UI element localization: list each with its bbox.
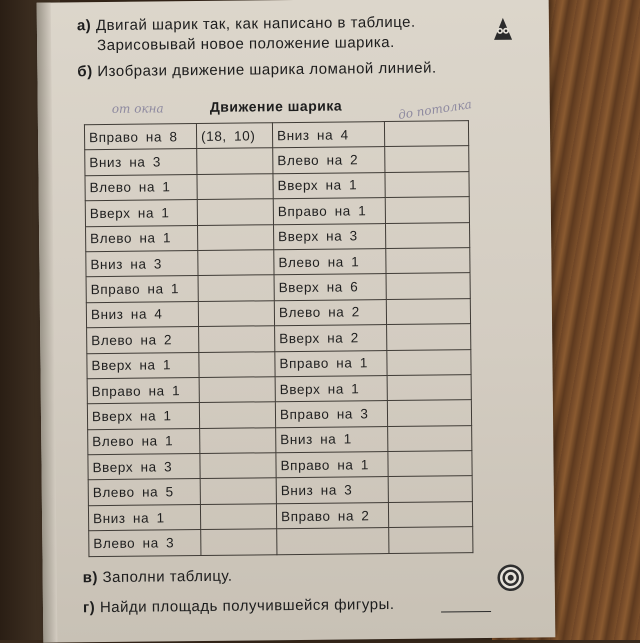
move-instruction-cell: Влево на 2 [274,299,386,326]
move-instruction-cell: Вправо на 1 [275,350,387,377]
move-instruction-cell: Влево на 1 [86,225,198,252]
coordinate-cell[interactable] [386,298,470,324]
coordinate-cell[interactable] [388,425,472,451]
coordinate-cell[interactable] [199,402,275,428]
handwritten-note-right: до потолка [397,97,473,123]
move-instruction-cell: Вверх на 3 [273,223,385,250]
coordinate-cell[interactable] [385,197,469,223]
move-instruction-cell: Вправо на 1 [86,276,198,303]
coordinate-cell[interactable] [197,199,273,225]
move-instruction-cell: Вправо на 8 [84,124,196,151]
instruction-b [77,59,436,83]
move-instruction-cell: Вниз на 3 [85,149,197,176]
move-instruction-cell: Вправо на 3 [275,401,387,428]
instruction-a-line2: Зарисовывай новое положение шарика. [97,33,395,55]
coordinate-cell[interactable] [198,250,274,276]
move-instruction-cell: Вверх на 1 [85,200,197,227]
coordinate-cell[interactable] [199,377,275,403]
coordinate-cell[interactable] [200,453,276,479]
instruction-a-letter: а) [76,17,92,35]
table-body [84,121,472,557]
coordinate-cell[interactable] [197,174,273,200]
coordinate-cell[interactable] [198,224,274,250]
instruction-b-letter: б) [77,63,93,81]
move-instruction-cell: Вверх на 6 [274,274,386,301]
instruction-g-text: Найди площадь получившейся фигуры. [99,595,395,617]
coordinate-cell[interactable] [385,222,469,248]
coordinate-cell[interactable] [199,326,275,352]
coordinate-cell[interactable] [386,273,470,299]
move-instruction-cell: Вверх на 1 [87,352,199,379]
owl-icon [491,16,515,42]
instruction-g-letter: г) [82,599,96,617]
coordinate-cell[interactable] [388,502,472,528]
handwritten-note-left: от окна [111,101,164,116]
answer-blank-line[interactable] [441,611,491,613]
move-instruction-cell: Вниз на 1 [88,504,200,531]
coordinate-cell[interactable] [389,527,473,553]
coordinate-cell[interactable] [387,324,471,350]
instruction-b-text: Изобрази движение шарика ломаной линией. [97,59,437,81]
instruction-v-letter: в) [82,569,98,587]
move-instruction-cell: Вправо на 1 [276,452,388,479]
instruction-a-text: Двигай шарик так, как написано в таблице. [95,13,416,35]
move-instruction-cell: Вниз на 4 [86,301,198,328]
coordinate-cell[interactable] [387,349,471,375]
coordinate-cell[interactable] [199,351,275,377]
move-instruction-cell: Влево на 1 [88,428,200,455]
move-instruction-cell: Влево на 2 [273,147,385,174]
move-instruction-cell: Вниз на 3 [86,250,198,277]
move-instruction-cell: Вверх на 3 [88,454,200,481]
instruction-v [83,567,233,589]
coordinate-cell[interactable] [201,529,277,555]
coordinate-cell[interactable] [386,248,470,274]
coordinate-cell[interactable] [387,400,471,426]
movement-table [84,120,474,557]
coordinate-cell[interactable] [198,275,274,301]
move-instruction-cell: Влево на 3 [89,530,201,557]
move-instruction-cell: Вниз на 3 [276,477,388,504]
coordinate-cell[interactable] [387,375,471,401]
binder-ring-icon [497,564,525,592]
move-instruction-cell: Вниз на 4 [272,122,384,149]
coordinate-cell[interactable] [200,504,276,530]
move-instruction-cell: Влево на 1 [85,174,197,201]
move-instruction-cell: Вверх на 1 [275,375,387,402]
coordinate-cell[interactable] [384,121,468,147]
move-instruction-cell: Вверх на 2 [275,325,387,352]
move-instruction-cell: Влево на 5 [88,479,200,506]
move-instruction-cell: Вверх на 1 [87,403,199,430]
coordinate-cell[interactable] [197,148,273,174]
move-instruction-cell: Вправо на 2 [276,502,388,529]
move-instruction-cell: Влево на 2 [87,327,199,354]
table-title: Движение шарика [209,97,343,115]
workbook-page [37,0,556,643]
move-instruction-cell: Вверх на 1 [273,172,385,199]
move-instruction-cell: Вправо на 1 [87,377,199,404]
instruction-v-text: Заполни таблицу. [102,567,233,587]
table-row [89,527,473,556]
coordinate-cell[interactable] [200,478,276,504]
coordinate-cell[interactable] [388,476,472,502]
coordinate-cell[interactable] [385,146,469,172]
instruction-g [83,595,395,618]
move-instruction-cell: Влево на 1 [274,249,386,276]
move-instruction-cell [277,528,389,555]
move-instruction-cell: Вниз на 1 [276,426,388,453]
coordinate-cell[interactable] [200,427,276,453]
coordinate-cell[interactable] [385,171,469,197]
coordinate-cell[interactable] [198,300,274,326]
coordinate-cell[interactable] [388,451,472,477]
move-instruction-cell: Вправо на 1 [273,198,385,225]
coordinate-cell[interactable]: (18, 10) [196,123,272,149]
